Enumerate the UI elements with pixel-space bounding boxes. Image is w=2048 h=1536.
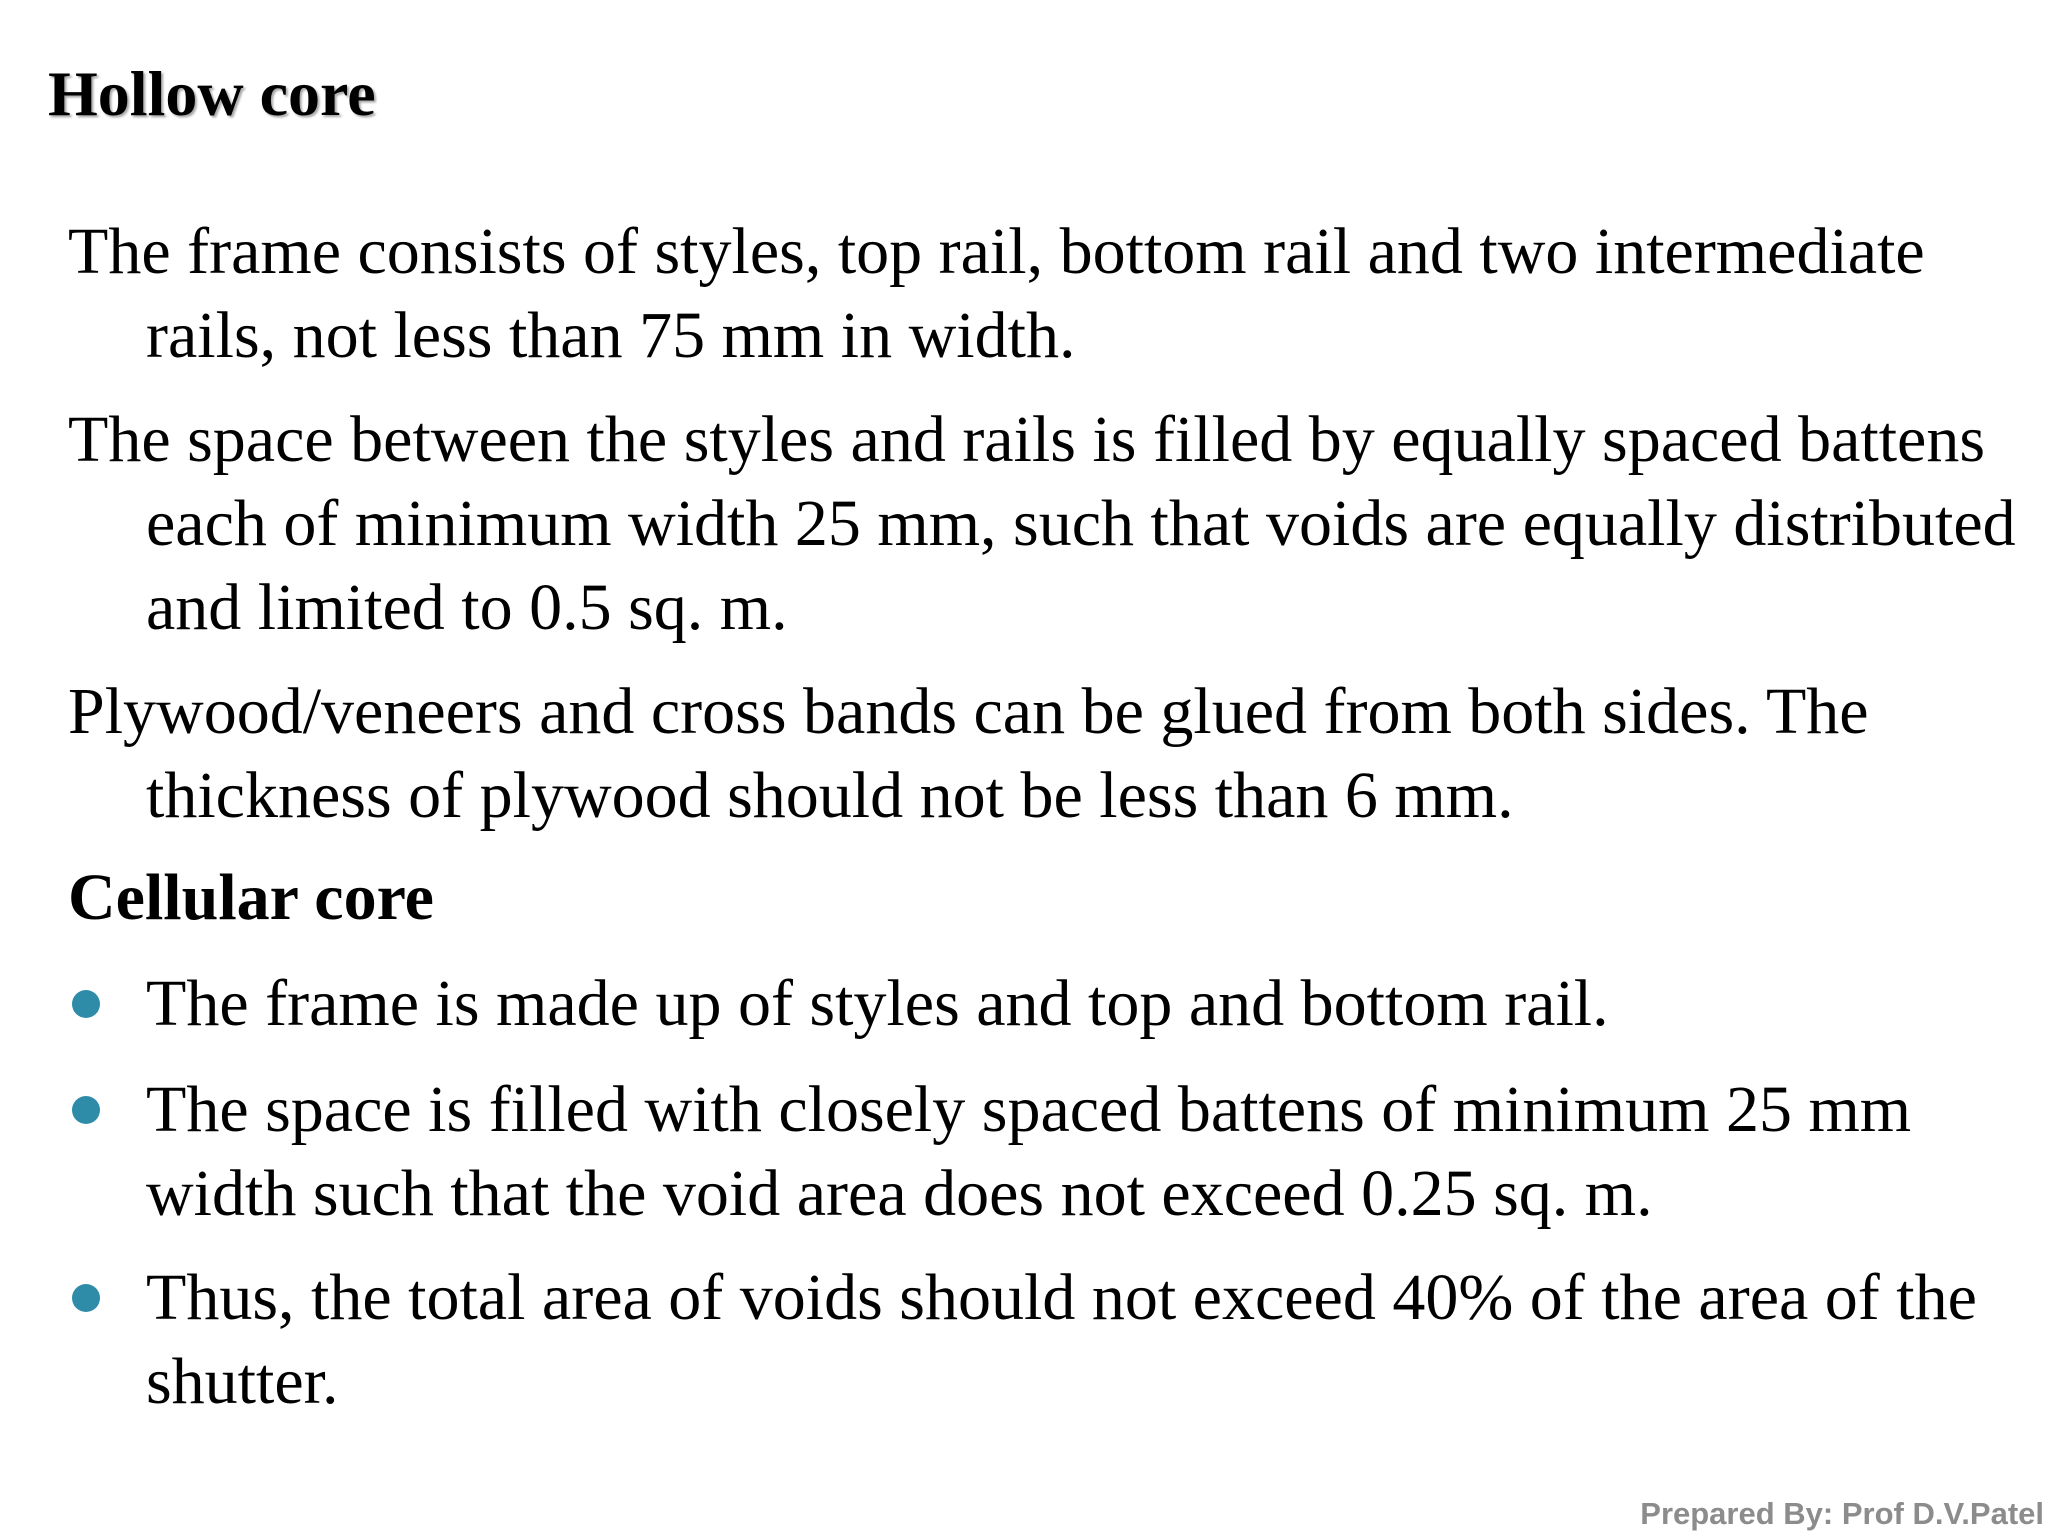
paragraph-plywood: Plywood/veneers and cross bands can be glued from both sides. The thickness of plywood should not be less than 6 mm. (68, 675, 1869, 832)
paragraph-frame: The frame consists of styles, top rail, bottom rail and two intermediate rails, not less than 75 mm in width. (68, 215, 1925, 372)
slide-title: Hollow core (48, 58, 376, 129)
bullet-text: Thus, the total area of voids should not exceed 40% of the area of the shutter. (146, 1261, 1977, 1418)
paragraph-space: The space between the styles and rails is filled by equally spaced battens each of minimum width 25 mm, such that voids are equally distributed and limited to 0.5 sq. m. (68, 403, 2016, 644)
bullet-item (68, 962, 2028, 1046)
bullet-item (68, 1256, 2028, 1424)
section-heading-cellular-core: Cellular core (68, 861, 434, 934)
bullet-text: The space is filled with closely spaced battens of minimum 25 mm width such that the void area does not exceed 0.25 sq. m. (146, 1073, 1912, 1230)
bullet-dot-icon (72, 1284, 100, 1312)
footer-credit: Prepared By: Prof D.V.Patel (1640, 1496, 2044, 1531)
bullet-dot-icon (72, 1096, 100, 1124)
bullet-text: The frame is made up of styles and top and bottom rail. (146, 967, 1609, 1040)
bullet-item (68, 1068, 2028, 1236)
bullet-dot-icon (72, 990, 100, 1018)
